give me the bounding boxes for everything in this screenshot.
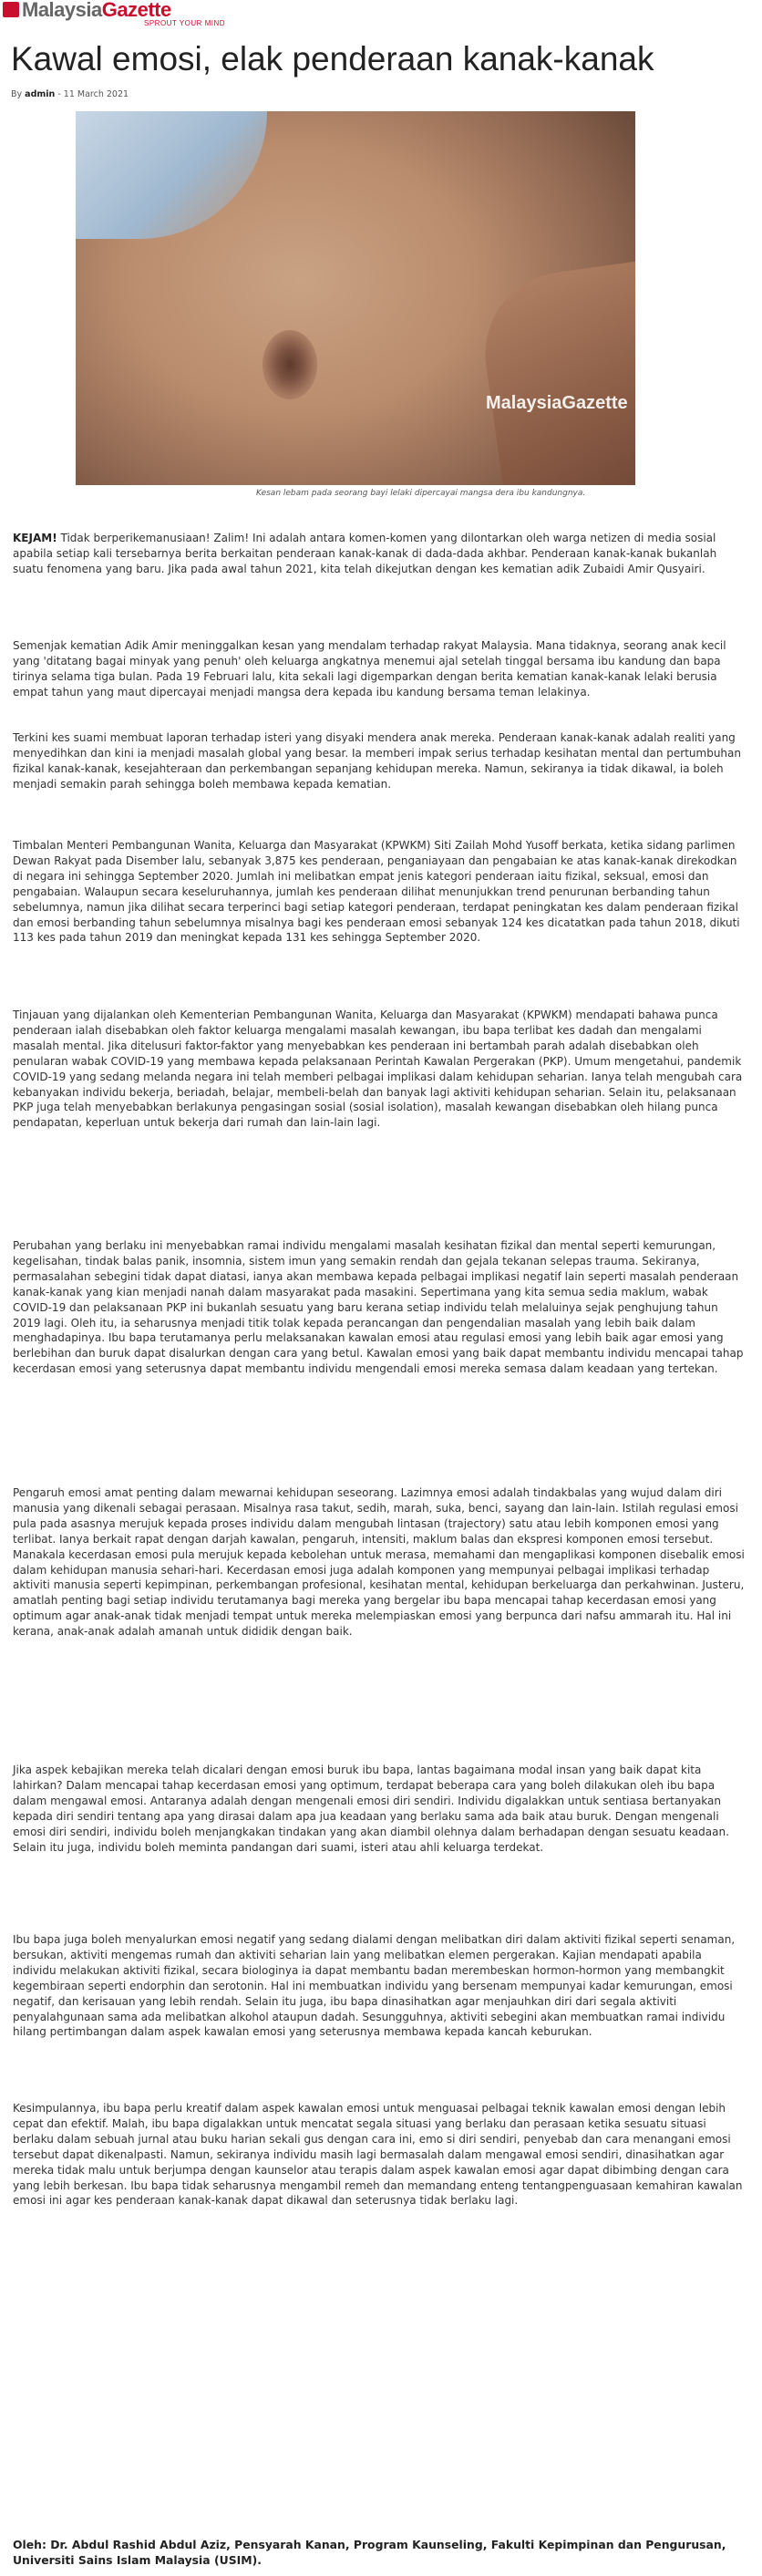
article-title: Kawal emosi, elak penderaan kanak-kanak <box>11 40 654 78</box>
byline: By admin - 11 March 2021 <box>11 89 129 99</box>
article-paragraph: Pengaruh emosi amat penting dalam mewarnai kehidupan seseorang. Lazimnya emosi adalah tindakbalas yang wujud dalam diri manusia yang dikenali sebagai perasaan. Misalnya rasa takut, sedih, marah, suka, benci, sayang dan lain-lain. Istilah regulasi emosi pula pada asasnya merujuk kepada proses individu dalam mengubah lintasan (trajectory) satu atau lebih komponen emosi yang terlibat. Ianya berkait rapat dengan darjah kawalan, pengaruh, intensiti, maklum balas dan ekspresi komponen emosi tersebut. Manakala kecerdasan emosi pula merujuk kepada kebolehan untuk merasa, memahami dan mengaplikasi komponen disebalik emosi dalam kehidupan manusia sehari-hari. Kecerdasan emosi juga adalah komponen yang mempunyai pelbagai implikasi terhadap aktiviti manusia seperti kepimpinan, perkembangan profesional, kesihatan mental, kehidupan berkeluarga dan perkahwinan. Justeru, amatlah penting bagi setiap individu terutamanya bagi mereka yang bergelar ibu bapa mencapai tahap kecerdasan emosi yang optimum agar anak-anak tidak menjadi tempat untuk mereka melempiaskan emosi yang berpunca dari nafsu ammarah itu. Hal ini kerana, anak-anak adalah amanah untuk dididik dengan baik. <box>13 1486 745 1639</box>
image-navel <box>263 330 317 399</box>
logo-gazette: Gazette <box>101 0 171 21</box>
lead-word: KEJAM! <box>13 532 57 544</box>
article-paragraph: Kesimpulannya, ibu bapa perlu kreatif dalam aspek kawalan emosi untuk menguasai pelbagai teknik kawalan emosi dengan lebih cepat dan efektif. Malah, ibu bapa digalakkan untuk mencatat segala situasi yang berlaku dan perasaan ketika sesuatu situasi berlaku dalam sebuah jurnal atau buku harian sekali gus dengan cara ini, emo si diri sendiri, penyebab dan cara menangani emosi tersebut dapat dikenalpasti. Namun, sekiranya individu masih lagi bermasalah dalam mengawal emosi sendiri, dinasihatkan agar mereka tidak malu untuk berjumpa dengan kaunselor atau terapis dalam aspek kawalan emosi agar dapat dibimbing dengan cara yang lebih berkesan. Ibu bapa tidak seharusnya mengambil remeh dan memandang enteng tentangpenguasaan kemahiran kawalan emosi ini agar kes penderaan kanak-kanak dapat dikawal dan seterusnya tidak berlaku lagi. <box>13 2102 743 2208</box>
author-link[interactable]: admin <box>25 89 56 99</box>
article-body <box>13 531 747 2209</box>
article-paragraph: Tinjauan yang dijalankan oleh Kementerian Pembangunan Wanita, Keluarga dan Masyarakat (KPWKM) mendapati bahawa punca penderaan ialah disebabkan oleh faktor keluarga mengalami masalah kewangan, ibu bapa terlibat kes dadah dan mengalami masalah mental. Jika ditelusuri faktor-faktor yang menyebabkan kes penderaan ini bertambah parah adalah disebabkan oleh penularan wabak COVID-19 yang membawa kepada pelaksanaan Perintah Kawalan Pergerakan (PKP). Umum mengetahui, pandemik COVID-19 yang sedang melanda negara ini telah memberi pelbagai implikasi dalam kehidupan seharian. Ianya telah mengubah cara kebanyakan individu bekerja, beriadah, belajar, membeli-belah dan banyak lagi aktiviti kehidupan seharian. Selain itu, pelaksanaan PKP juga telah menyebabkan berlakunya pengasingan sosial (sosial isolation), masalah kewangan disebabkan oleh hilang punca pendapatan, keperluan untuk bekerja dari rumah dan lain-lain lagi. <box>13 1009 743 1130</box>
logo-malaysia: Malaysia <box>22 0 102 21</box>
article-paragraph: Terkini kes suami membuat laporan terhadap isteri yang disyaki mendera anak mereka. Penderaan kanak-kanak adalah realiti yang menyedihkan dan kini ia menjadi masalah global yang besar. Ia memberi impak serius terhadap kesihatan mental dan pertumbuhan fizikal kanak-kanak, kesejahteraan dan perkembangan sepanjang kehidupan mereka. Namun, sekiranya ia tidak dikawal, ia boleh menjadi semakin parah sehingga boleh membawa kepada kematian. <box>13 731 741 791</box>
byline-prefix: By <box>11 89 26 99</box>
featured-image <box>76 111 635 485</box>
article-paragraph: Jika aspek kebajikan mereka telah dicalari dengan emosi buruk ibu bapa, lantas bagaimana modal insan yang baik dapat kita lahirkan? Dalam mencapai tahap kecerdasan emosi yang optimum, terdapat beberapa cara yang boleh dilakukan oleh ibu bapa dalam mengawal emosi. Antaranya adalah dengan mengenali emosi diri sendiri. Individu digalakkan untuk sentiasa bertanyakan kepada diri sendiri tentang apa yang dirasai dalam apa jua keadaan yang berlaku sama ada baik atau buruk. Dengan mengenali emosi diri sendiri, individu boleh menjangkakan tindakan yang akan diambil olehnya dalam berhadapan dengan sesuatu keadaan. Selain itu juga, individu boleh meminta pandangan dari suami, isteri atau ahli keluarga terdekat. <box>13 1764 729 1854</box>
article-paragraph: Semenjak kematian Adik Amir meninggalkan kesan yang mendalam terhadap rakyat Malaysia. Mana tidaknya, seorang anak kecil yang 'ditatang bagai minyak yang penuh' oleh keluarga angkatnya menemui ajal setelah tinggal bersama ibu kandung dan bapa tirinya selama tiga bulan. Pada 19 Februari lalu, kita sekali lagi digemparkan dengan berita kematian kanak-kanak lelaki berusia empat tahun yang maut dipercayai menjadi mangsa dera kepada ibu kandung bersama teman lelakinya. <box>13 639 726 698</box>
article-paragraph: Ibu bapa juga boleh menyalurkan emosi negatif yang sedang dialami dengan melibatkan diri dalam aktiviti fizikal seperti senaman, bersukan, aktiviti mengemas rumah dan aktiviti seharian lain yang melibatkan elemen pergerakan. Kajian mendapati apabila individu melakukan aktiviti fizikal, secara biologinya ia dapat membantu badan merembeskan hormon-hormon yang membangkit kegembiraan seperti endorphin dan serotonin. Hal ini membuatkan individu yang bersenam mempunyai kadar kemurungan, emosi negatif, dan kerisauan yang lebih rendah. Selain itu juga, ibu bapa dinasihatkan agar menjauhkan diri dari segala aktiviti penyalahgunaan sama ada melibatkan alkohol ataupun dadah. Sesungguhnya, aktiviti sebegini akan membuatkan ramai individu hilang pertimbangan dalam aspek kawalan emosi yang seterusnya membawa kepada kancah keburukan. <box>13 1933 736 2039</box>
publish-date: 11 March 2021 <box>63 89 129 99</box>
author-signature: Oleh: Dr. Abdul Rashid Abdul Aziz, Pensyarah Kanan, Program Kaunseling, Fakulti Kepimpinan dan Pengurusan, Universiti Sains Islam Malaysia (USIM). <box>13 2538 726 2567</box>
article-paragraph: Timbalan Menteri Pembangunan Wanita, Keluarga dan Masyarakat (KPWKM) Siti Zailah Mohd Yusoff berkata, ketika sidang parlimen Dewan Rakyat pada Disember lalu, sebanyak 3,875 kes penderaan, penganiayaan dan pengabaian ke atas kanak-kanak direkodkan di negara ini sehingga September 2020. Jumlah ini melibatkan empat jenis kategori penderaan iaitu fizikal, seksual, emosi dan pengabaian. Walaupun secara keseluruhannya, jumlah kes penderaan dilihat menunjukkan trend penurunan berbanding tahun sebelumnya, namun jika dilihat secara terperinci bagi setiap kategori penderaan, terdapat peningkatan kes dalam penderaan fizikal dan emosi berbanding tahun sebelumnya misalnya bagi kes penderaan emosi sebanyak 124 kes dicatatkan pada tahun 2018, dikuti 113 kes pada tahun 2019 dan meningkat kepada 131 kes sehingga September 2020. <box>13 839 740 945</box>
article-paragraph <box>13 531 747 638</box>
logo-icon[interactable] <box>3 2 19 17</box>
paragraph-text: Tidak berperikemanusiaan! Zalim! Ini adalah antara komen-komen yang dilontarkan oleh warga netizen di media sosial apabila setiap kali tersebarnya berita berkaitan penderaan kanak-kanak di dada-dada akhbar. Penderaan kanak-kanak bukanlah suatu fenomena yang baru. Jika pada awal tahun 2021, kita telah dikejutkan dengan kes kematian adik Zubaidi Amir Qusyairi. <box>13 532 717 575</box>
image-hand <box>475 260 635 485</box>
image-caption: Kesan lebam pada seorang bayi lelaki dipercayai mangsa dera ibu kandungnya. <box>256 489 586 498</box>
image-blanket <box>76 111 267 239</box>
article-paragraph: Perubahan yang berlaku ini menyebabkan ramai individu mengalami masalah kesihatan fizikal dan mental seperti kemurungan, kegelisahan, tindak balas panik, insomnia, sistem imun yang semakin rendah dan gejala tekanan selepas trauma. Sekiranya, permasalahan sebegini tidak dapat diatasi, ianya akan membawa kepada pelbagai implikasi negatif lain seperti masalah penderaan kanak-kanak yang kian menjadi nanah dalam masyarakat pada masakini. Sepertimana yang kita semua sedia maklum, wabak COVID-19 dan pelaksanaan PKP ini bukanlah sesuatu yang baru kerana setiap individu telah melaluinya sejak penghujung tahun 2019 lagi. Oleh itu, ia seharusnya menjadi titik tolak kepada perancangan dan pengendalian masalah yang lebih baik dalam menghadapinya. Ibu bapa terutamanya perlu melaksanakan kawalan emosi atau regulasi emosi yang lebih baik agar emosi yang berlebihan dan buruk dapat disalurkan dengan cara yang betul. Kawalan emosi yang baik dapat membantu individu mencapai tahap kecerdasan emosi yang seterusnya dapat membantu individu mengendali emosi mereka semasa dalam keadaan yang tertekan. <box>13 1239 744 1376</box>
site-header <box>0 0 762 31</box>
image-watermark: MalaysiaGazette <box>486 393 628 413</box>
site-tagline: SPROUT YOUR MIND <box>144 19 226 27</box>
